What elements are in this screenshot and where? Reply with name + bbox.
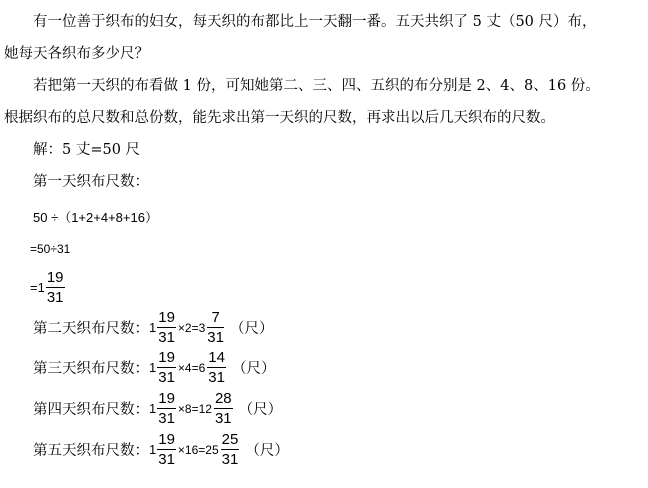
hint-line-1: 若把第一天织的布看做 1 份，可知她第二、三、四、五织的布分别是 2、4、8、16 份。 bbox=[33, 78, 600, 94]
first-day-mixed: 1 $\frac{19}{31}$ bbox=[149, 431, 175, 468]
day-frac: $\frac{25}{31}$ bbox=[221, 431, 239, 468]
day-row-2 bbox=[33, 310, 273, 345]
day-unit: （尺） bbox=[229, 321, 274, 337]
day-op: ×2=3 bbox=[177, 320, 206, 335]
step-1: 50 ÷（1+2+4+8+16） bbox=[33, 210, 158, 225]
day-row-5 bbox=[33, 432, 289, 467]
step-2: =50÷31 bbox=[30, 242, 71, 256]
day-label: 第四天织布尺数： bbox=[33, 402, 149, 418]
day-op: ×4=6 bbox=[177, 360, 206, 375]
day-label: 第三天织布尺数： bbox=[33, 361, 149, 377]
day-unit: （尺） bbox=[238, 402, 283, 418]
day-unit: （尺） bbox=[245, 443, 289, 459]
day-label: 第五天织布尺数： bbox=[33, 443, 149, 459]
hint-line-2: 根据织布的总尺数和总份数，能先求出第一天织的尺数，再求出以后几天织布的尺数。 bbox=[4, 110, 555, 126]
day-op: ×16=25 bbox=[177, 442, 219, 457]
day-row-3 bbox=[33, 350, 275, 385]
day-frac: $\frac{28}{31}$ bbox=[214, 390, 232, 427]
first-day-result: =1 $\frac{19}{31}$ bbox=[30, 269, 64, 306]
first-day-mixed: 1 $\frac{19}{31}$ bbox=[149, 349, 175, 386]
day-label: 第二天织布尺数： bbox=[33, 321, 149, 337]
problem-line-1: 有一位善于织布的妇女，每天织的布都比上一天翻一番。五天共织了 5 丈（50 尺）布， bbox=[33, 14, 597, 30]
day-op: ×8=12 bbox=[177, 401, 212, 416]
step-3 bbox=[30, 270, 65, 305]
day-row-4 bbox=[33, 391, 282, 426]
problem-line-2: 她每天各织布多少尺？ bbox=[4, 46, 149, 62]
first-day-mixed: 1 $\frac{19}{31}$ bbox=[149, 309, 175, 346]
day-unit: （尺） bbox=[231, 361, 276, 377]
solution-intro: 解：5 丈=50 尺 bbox=[33, 142, 141, 158]
day-frac: $\frac{7}{31}$ bbox=[207, 309, 224, 346]
first-day-mixed: 1 $\frac{19}{31}$ bbox=[149, 390, 175, 427]
day-frac: $\frac{14}{31}$ bbox=[208, 349, 225, 386]
day1-label: 第一天织布尺数： bbox=[33, 174, 149, 190]
